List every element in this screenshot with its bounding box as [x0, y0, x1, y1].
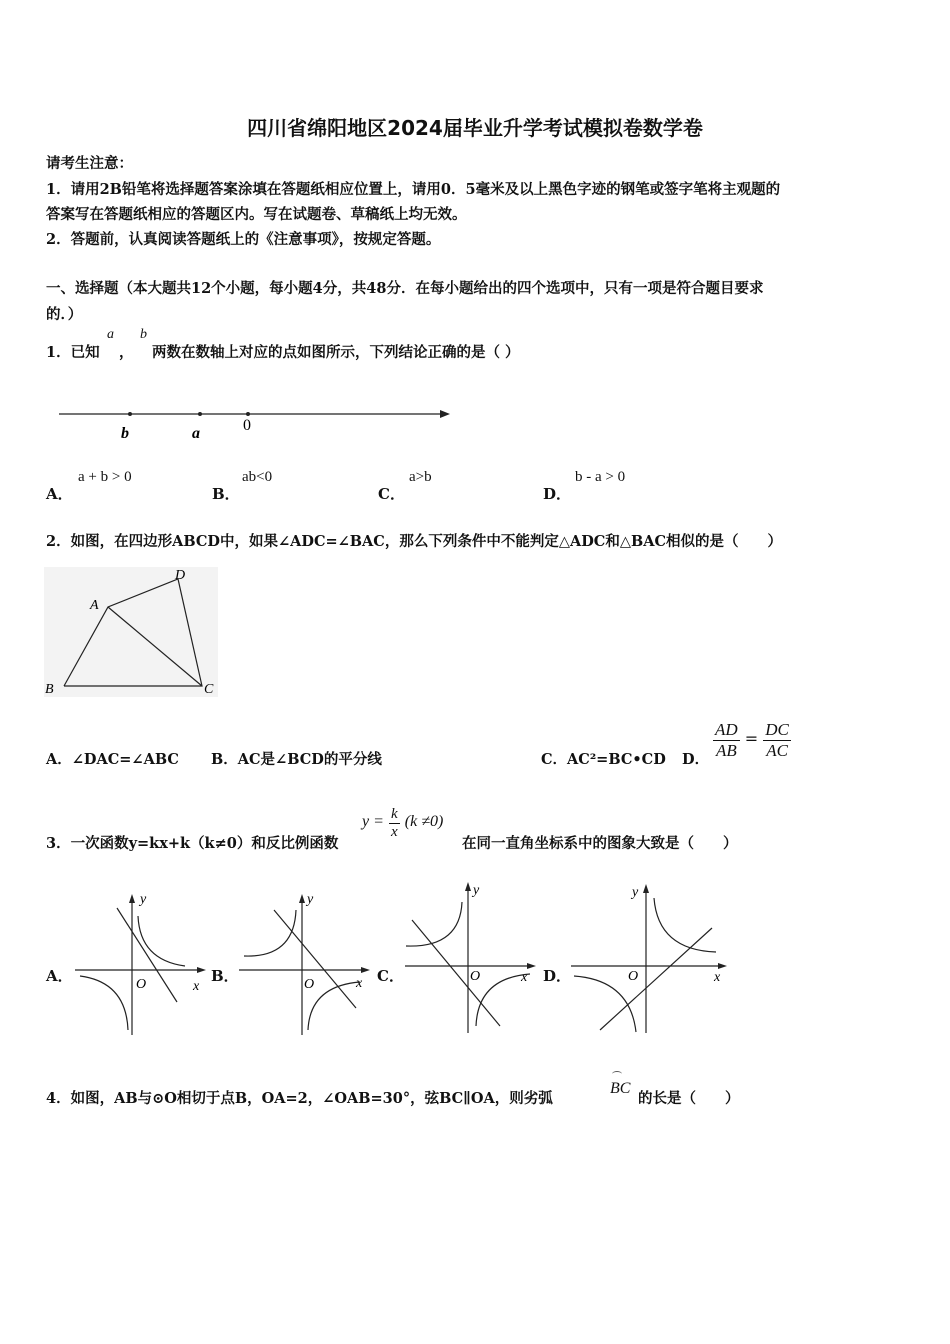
q1-option-b-text: ab<0	[242, 469, 273, 485]
q3-formula: y = $\frac{k}{x}$ (k ≠0)	[362, 806, 444, 840]
hyperbola-q3	[574, 976, 636, 1032]
q3-prefix: 3．一次函数y=kx+k（k≠0）和反比例函数	[46, 835, 339, 852]
q1-option-c-text: a>b	[409, 469, 432, 485]
graph-b	[234, 890, 374, 1040]
number-line-arrow	[440, 410, 450, 418]
notice-heading: 请考生注意：	[46, 155, 133, 172]
q1-suffix: 两数在数轴上对应的点如图所示，下列结论正确的是（ ）	[152, 344, 520, 361]
q1-option-c-label[interactable]: C．	[378, 485, 405, 503]
q1-option-d-label[interactable]: D．	[543, 485, 572, 503]
hyperbola-q3	[80, 976, 128, 1030]
notice-line-1: 1．请用2B铅笔将选择题答案涂填在答题纸相应位置上，请用0．5毫米及以上黑色字迹的钢笔或签字笔将主观题的	[46, 181, 781, 198]
q2-option-d-label[interactable]: D．	[682, 751, 710, 768]
quadrilateral-figure	[42, 565, 222, 700]
q1-option-d-text: b - a > 0	[575, 469, 626, 485]
q4-prefix: 4．如图，AB与⊙O相切于点B，OA=2，∠OAB=30°，弦BC∥OA，则劣弧	[46, 1090, 553, 1107]
graph-a	[70, 890, 210, 1040]
line-graph	[600, 928, 712, 1030]
origin-label: O	[628, 969, 639, 984]
line-graph	[117, 908, 177, 1002]
origin-label: O	[304, 977, 315, 992]
x-label: x	[356, 976, 363, 991]
point-label-c: C	[204, 682, 214, 697]
q1-option-a-text: a + b > 0	[78, 469, 132, 485]
y-label: y	[473, 883, 480, 898]
x-label: x	[193, 979, 200, 994]
notice-line-1b: 答案写在答题纸相应的答题区内。写在试题卷、草稿纸上均无效。	[46, 206, 467, 223]
y-label: y	[632, 885, 639, 900]
hyperbola-q2	[244, 910, 296, 956]
page-title: 四川省绵阳地区2024届毕业升学考试模拟卷数学卷	[247, 116, 703, 140]
number-line-figure	[55, 400, 455, 445]
hyperbola-q1	[138, 916, 185, 966]
arc-symbol	[612, 1071, 622, 1077]
fraction-dc-ac: $\frac{DC}{AC}$	[765, 720, 789, 760]
line-graph	[412, 920, 500, 1026]
q4-suffix: 的长是（ ）	[638, 1090, 740, 1107]
point-zero	[246, 412, 250, 416]
fraction-ad-ab: $\frac{AD}{AB}$	[715, 720, 738, 760]
point-b	[128, 412, 132, 416]
q2-stem: 2．如图，在四边形ABCD中，如果∠ADC=∠BAC，那么下列条件中不能判定△ADC和△BAC相似的是（ ）	[46, 533, 783, 550]
origin-label: O	[470, 969, 481, 984]
x-label: x	[521, 970, 528, 985]
hyperbola-q4	[308, 982, 360, 1030]
notice-line-2: 2．答题前，认真阅读答题纸上的《注意事项》，按规定答题。	[46, 231, 441, 248]
origin-label: O	[136, 977, 147, 992]
x-label: x	[714, 970, 721, 985]
section-heading-cont: 的．）	[46, 306, 83, 323]
axis-label-b: b	[121, 425, 129, 442]
hyperbola-q2	[406, 902, 462, 946]
line-graph	[274, 910, 356, 1008]
q2-option-a[interactable]: A．∠DAC=∠ABC	[46, 751, 179, 768]
y-label: y	[140, 892, 147, 907]
point-label-b: B	[45, 682, 54, 697]
axis-label-zero: 0	[243, 417, 251, 434]
q4-arc-label: BC	[610, 1080, 631, 1097]
point-label-d: D	[175, 568, 186, 583]
q2-option-d-formula: $\frac{AD}{AB}$ = $\frac{DC}{AC}$	[715, 720, 789, 760]
q2-option-b[interactable]: B．AC是∠BCD的平分线	[211, 751, 382, 768]
q1-comma: ，	[119, 344, 134, 361]
y-label: y	[307, 892, 314, 907]
q1-prefix: 1．已知	[46, 344, 100, 361]
q3-option-b-label[interactable]: B．	[211, 967, 239, 985]
section-heading: 一、选择题（本大题共12个小题，每小题4分，共48分．在每小题给出的四个选项中，只有一项是符合题目要求	[46, 280, 764, 297]
q3-option-c-label[interactable]: C．	[377, 967, 404, 985]
hyperbola-q1	[654, 898, 716, 952]
q1-option-a-label[interactable]: A．	[46, 485, 73, 503]
q3-suffix: 在同一直角坐标系中的图象大致是（ ）	[462, 835, 738, 852]
axis-label-a: a	[192, 425, 200, 442]
point-label-a: A	[90, 598, 99, 613]
q3-option-d-label[interactable]: D．	[543, 967, 572, 985]
q3-option-a-label[interactable]: A．	[46, 967, 73, 985]
point-a	[198, 412, 202, 416]
graph-d	[566, 880, 731, 1038]
q2-option-c[interactable]: C．AC²=BC•CD	[541, 751, 666, 768]
graph-c	[400, 878, 540, 1038]
q1-option-b-label[interactable]: B．	[212, 485, 240, 503]
q1-var-b: b	[140, 327, 147, 342]
q1-var-a: a	[107, 327, 114, 342]
